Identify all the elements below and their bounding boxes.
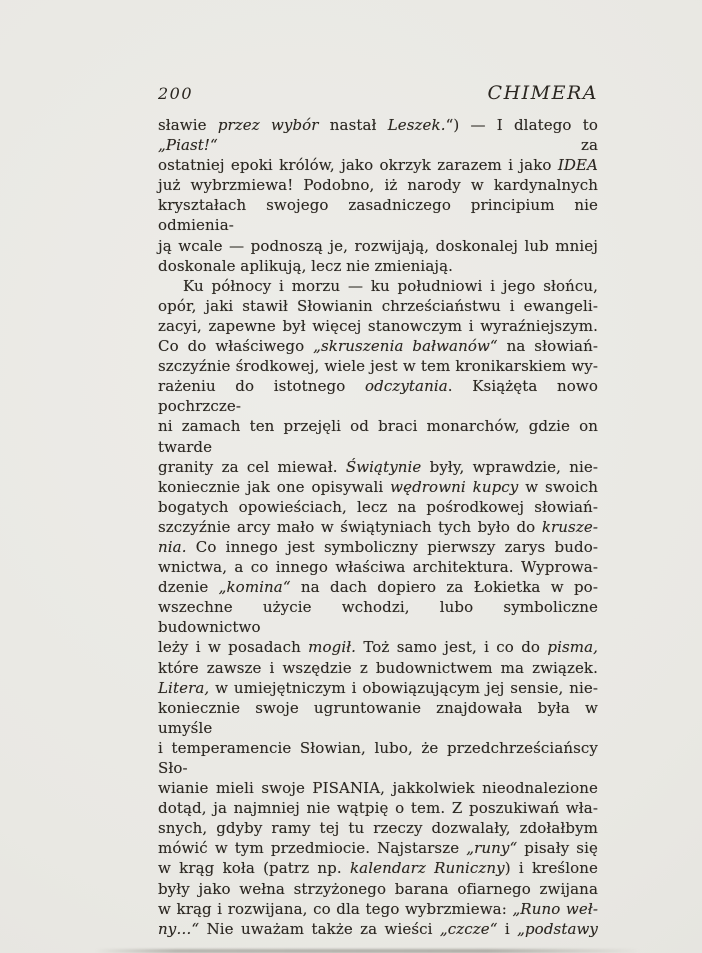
text-line [158,838,598,858]
text-segment: . Książęta nowo pochrzcze- [158,377,598,416]
text-segment: opór, jaki stawił Słowianin chrześciaństwu i ewangeli- [158,296,598,315]
emphasized-text: kalendarz Runiczny [349,859,505,878]
running-head [158,82,598,104]
text-segment: wianie mieli swoje PISANIA, jakkolwiek nieodnalezione [158,779,598,798]
text-segment: pisały się [517,839,598,858]
text-line [158,778,598,798]
text-segment: ) i kreślone [504,859,598,878]
text-line [158,416,598,456]
text-segment: leży i w posadach [158,638,309,657]
text-segment: Nie uważam także za wieści [199,919,440,938]
emphasized-text: Litera, [158,678,210,697]
text-segment: które zawsze i wszędzie z budownictwem ma związek. [158,658,598,677]
text-segment: ostatniej epoki królów, jako okrzyk zarazem i jako [158,156,558,175]
emphasized-text: przez wybór [217,116,319,134]
text-line [158,276,598,296]
text-line [158,919,598,939]
text-line [158,798,598,818]
text-segment: rażeniu do istotnego [158,377,365,396]
text-line [158,477,598,497]
text-segment: na dach dopiero za Łokietka w po- [290,578,598,597]
text-line [158,195,598,235]
emphasized-text: pisma, [547,638,599,657]
emphasized-text: mogił. [308,638,357,657]
text-segment: Co innego jest symboliczny pierwszy zarys budo- [186,537,598,556]
text-segment: w umiejętniczym i obowiązującym jej sensie, nie- [209,678,598,697]
text-segment: ją wcale — podnoszą je, rozwijają, doskonalej lub mniej [158,236,598,255]
text-line [158,236,598,256]
text-segment: snych, gdyby ramy tej tu rzeczy dozwalały, zdołałbym [158,819,598,838]
text-line [158,577,598,597]
text-line [158,497,598,517]
text-line [158,557,598,577]
text-line [158,858,598,878]
text-segment: wszechne użycie wchodzi, lubo symboliczne budownictwo [158,598,598,637]
text-segment: na słowiań- [497,337,599,356]
emphasized-text: „Piast!“ [158,136,218,155]
text-line [158,597,598,637]
text-segment: bogatych opowieściach, lecz na pośrodkowej słowiań- [158,497,598,516]
text-segment: i temperamencie Słowian, lubo, że przedchrześciańscy Sło- [158,738,598,777]
journal-title: CHIMERA [487,82,598,104]
page-number: 200 [158,84,194,103]
emphasized-text: IDEA [557,156,598,175]
text-segment: nastał [318,116,388,134]
text-segment: w swoich [518,477,598,496]
text-line [158,517,598,537]
text-line [158,376,598,416]
text-segment: koniecznie jak one opisywali [158,477,391,496]
text-segment: “) — I dlatego to [445,116,598,134]
text-segment: wnictwa, a co innego właściwa architektura. Wyprowa- [158,558,598,577]
text-segment: ni zamach ten przejęli od braci monarchów, gdzie on twarde [158,417,598,456]
text-line [158,658,598,678]
text-segment: sławie [158,116,218,134]
text-line [158,818,598,838]
text-segment: kryształach swojego zasadniczego principium nie odmienia- [158,196,598,235]
emphasized-text: wędrowni kupcy [390,477,519,496]
emphasized-text: „komina“ [218,578,291,597]
emphasized-text: „Runo weł- [512,899,598,918]
emphasized-text: odczytania [364,377,448,396]
text-segment: doskonale aplikują, lecz nie zmieniają. [158,256,454,275]
page-content-column [158,82,598,939]
text-segment: za [217,136,598,155]
emphasized-text: ny…“ [158,919,200,938]
text-segment: i [497,919,518,938]
emphasized-text: „runy“ [466,839,518,858]
text-line [158,678,598,698]
text-segment: w krąg i rozwijana, co dla tego wybrzmiewa: [158,899,513,918]
scan-edge-shadow [95,949,640,953]
text-segment: mówić w tym przedmiocie. Najstarsze [158,839,467,858]
text-line [158,256,598,276]
emphasized-text: „skruszenia bałwanów“ [313,337,498,356]
text-segment: szczyźnie arcy mało w świątyniach tych było do [158,517,542,536]
text-line [158,899,598,919]
emphasized-text: Świątynie [345,457,422,476]
text-line [158,296,598,316]
text-line [158,698,598,738]
text-segment: w krąg koła (patrz np. [158,859,350,878]
text-line [158,316,598,336]
text-segment: granity za cel miewał. [158,457,346,476]
text-segment: zacyi, zapewne był więcej stanowczym i wyraźniejszym. [158,316,598,335]
text-segment: koniecznie swoje ugruntowanie znajdowała była w umyśle [158,698,598,737]
text-line [158,738,598,778]
text-segment: szczyźnie środkowej, wiele jest w tem kronikarskiem wy- [158,357,598,376]
text-line [158,175,598,195]
text-line [158,879,598,899]
text-segment: dotąd, ja najmniej nie wątpię o tem. Z poszukiwań wła- [158,799,598,818]
text-line [158,537,598,557]
text-line [158,155,598,175]
text-segment: Toż samo jest, i co do [356,638,548,657]
text-segment: były, wprawdzie, nie- [421,457,598,476]
text-segment: Ku północy i morzu — ku południowi i jego słońcu, [183,276,598,295]
text-line [158,336,598,356]
text-line [158,457,598,477]
text-line [158,115,598,155]
text-segment: były jako wełna strzyżonego barana ofiarnego zwijana [158,879,598,898]
emphasized-text: nia. [158,537,187,556]
emphasized-text: Leszek. [387,116,446,134]
text-segment: już wybrzmiewa! Podobno, iż narody w kardynalnych [158,176,598,195]
text-line [158,356,598,376]
body-text [158,115,598,939]
text-segment: Co do właściwego [158,337,314,356]
emphasized-text: „czcze“ [439,919,498,938]
emphasized-text: krusze- [541,517,598,536]
emphasized-text: „podstawy [517,919,598,938]
text-segment: dzenie [158,578,219,597]
text-line [158,637,598,657]
